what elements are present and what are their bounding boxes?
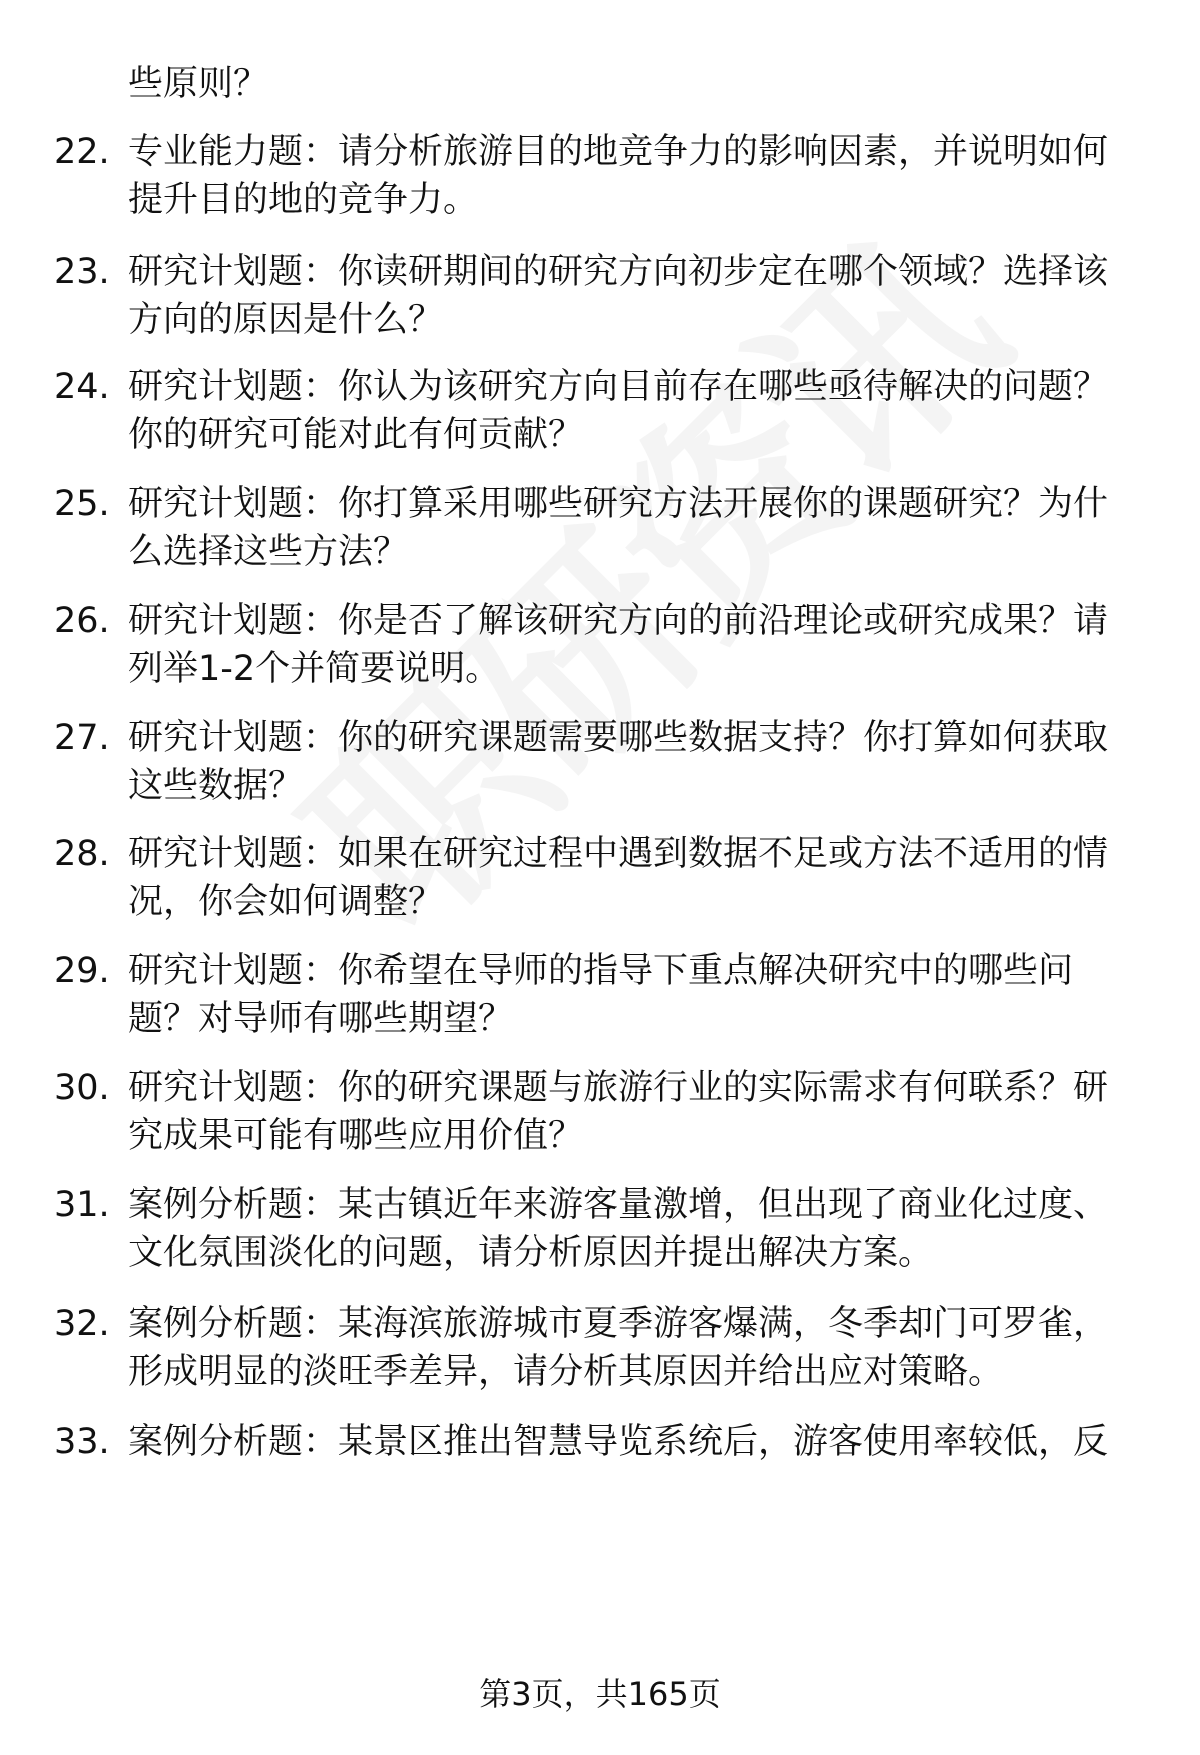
question-text: 研究计划题：你打算采用哪些研究方法开展你的课题研究？为什么选择这些方法？ xyxy=(128,484,1109,572)
question-number: 33. xyxy=(54,1422,110,1462)
question-text: 研究计划题：你认为该研究方向目前存在哪些亟待解决的问题？你的研究可能对此有何贡献？ xyxy=(128,367,1109,455)
question-number: 30. xyxy=(54,1068,110,1108)
question-number: 31. xyxy=(54,1185,110,1225)
question-number: 25. xyxy=(54,484,110,524)
question-text: 专业能力题：请分析旅游目的地竞争力的影响因素，并说明如何提升目的地的竞争力。 xyxy=(128,132,1109,220)
page-footer: 第3页，共165页 xyxy=(479,1675,721,1713)
question-text: 案例分析题：某海滨旅游城市夏季游客爆满，冬季却门可罗雀，形成明显的淡旺季差异，请分析其原因并给出应对策略。 xyxy=(128,1304,1109,1392)
question-text: 研究计划题：你的研究课题需要哪些数据支持？你打算如何获取这些数据？ xyxy=(128,718,1109,806)
question-text: 研究计划题：你希望在导师的指导下重点解决研究中的哪些问题？对导师有哪些期望？ xyxy=(128,951,1074,1039)
question-number: 27. xyxy=(54,718,110,758)
question-number: 22. xyxy=(54,132,110,172)
question-text: 研究计划题：你的研究课题与旅游行业的实际需求有何联系？研究成果可能有哪些应用价值？ xyxy=(128,1068,1109,1156)
question-text: 案例分析题：某景区推出智慧导览系统后，游客使用率较低，反 xyxy=(128,1422,1109,1462)
question-number: 24. xyxy=(54,367,110,407)
continuation-text: 些原则？ xyxy=(128,64,269,104)
question-text: 研究计划题：如果在研究过程中遇到数据不足或方法不适用的情况，你会如何调整？ xyxy=(128,834,1109,922)
question-number: 28. xyxy=(54,834,110,874)
question-number: 29. xyxy=(54,951,110,991)
question-text: 研究计划题：你是否了解该研究方向的前沿理论或研究成果？请列举1-2个并简要说明。 xyxy=(128,601,1109,689)
question-number: 32. xyxy=(54,1304,110,1344)
question-text: 案例分析题：某古镇近年来游客量激增，但出现了商业化过度、文化氛围淡化的问题，请分析原因并提出解决方案。 xyxy=(128,1185,1109,1273)
question-number: 26. xyxy=(54,601,110,641)
question-text: 研究计划题：你读研期间的研究方向初步定在哪个领域？选择该方向的原因是什么？ xyxy=(128,252,1109,340)
question-number: 23. xyxy=(54,252,110,292)
